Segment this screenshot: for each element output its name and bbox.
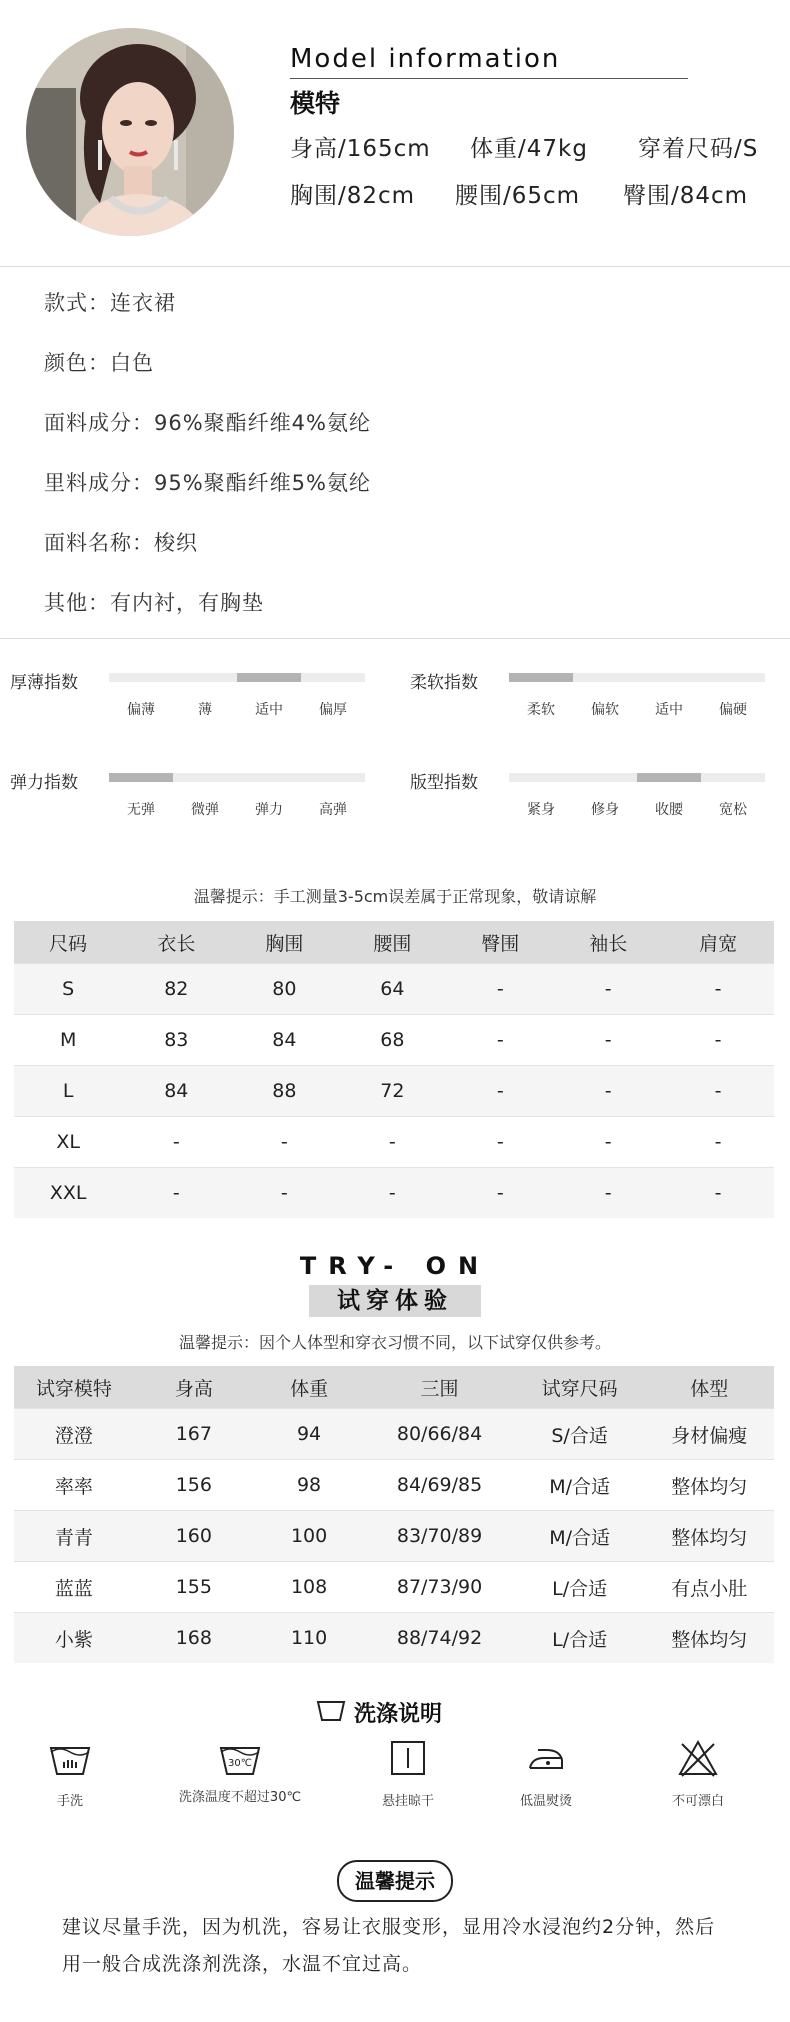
table-cell: S: [14, 964, 122, 1015]
index-tick: 偏厚: [319, 702, 347, 718]
index-track: [509, 673, 765, 682]
table-cell: 98: [254, 1460, 364, 1511]
table-row: [14, 1066, 774, 1117]
index-tick: 柔软: [527, 702, 555, 718]
table-cell: -: [446, 1015, 554, 1066]
table-header-cell: 胸围: [230, 921, 338, 964]
table-cell: S/合适: [515, 1409, 645, 1460]
index-tick: 偏薄: [127, 702, 155, 718]
section-divider: [0, 638, 790, 639]
wash-label: 低温熨烫: [519, 1794, 572, 1809]
spec-color: 颜色：白色: [44, 351, 154, 375]
model-weight: 体重/47kg: [470, 136, 588, 162]
index-marker: [637, 773, 701, 782]
table-cell: XXL: [14, 1168, 122, 1219]
table-cell: 澄澄: [14, 1409, 134, 1460]
index-marker: [509, 673, 573, 682]
model-size: 穿着尺码/S: [638, 136, 759, 162]
table-cell: 68: [338, 1015, 446, 1066]
spec-fabric-name: 面料名称：梭织: [44, 531, 198, 555]
index-tick: 弹力: [255, 802, 283, 818]
table-cell: 83: [122, 1015, 230, 1066]
table-header-cell: 试穿模特: [14, 1366, 134, 1409]
table-cell: 108: [254, 1562, 364, 1613]
table-header-cell: 体型: [644, 1366, 774, 1409]
index-tick: 修身: [591, 802, 619, 818]
table-row: [14, 1117, 774, 1168]
table-cell: -: [338, 1117, 446, 1168]
wash-item-temp: [165, 1738, 315, 1805]
table-cell: 94: [254, 1409, 364, 1460]
table-header-cell: 袖长: [554, 921, 662, 964]
table-cell: 167: [134, 1409, 254, 1460]
table-cell: 88/74/92: [364, 1613, 515, 1664]
table-cell: -: [662, 964, 774, 1015]
tryon-title-en: TRY- ON: [299, 1252, 491, 1280]
wash-temp-icon: [218, 1738, 262, 1778]
table-cell: 72: [338, 1066, 446, 1117]
table-cell: 整体均匀: [644, 1511, 774, 1562]
table-cell: -: [662, 1117, 774, 1168]
index-track: [109, 773, 365, 782]
table-header-cell: 试穿尺码: [515, 1366, 645, 1409]
index-tick: 微弹: [191, 802, 219, 818]
tryon-table: [14, 1366, 774, 1663]
table-header-cell: 体重: [254, 1366, 364, 1409]
table-cell: 整体均匀: [644, 1613, 774, 1664]
table-cell: 小紫: [14, 1613, 134, 1664]
spec-fabric: 面料成分：96%聚酯纤维4%氨纶: [44, 411, 371, 435]
index-label: 版型指数: [410, 773, 478, 793]
wash-label: 手洗: [56, 1794, 83, 1809]
table-cell: -: [446, 1117, 554, 1168]
index-tick: 薄: [198, 702, 212, 718]
table-cell: 有点小肚: [644, 1562, 774, 1613]
table-cell: -: [554, 1117, 662, 1168]
wash-temp-text: 30℃: [228, 1758, 252, 1769]
hang-dry-icon: [358, 1738, 458, 1782]
no-bleach-icon: [648, 1738, 748, 1782]
table-cell: -: [554, 964, 662, 1015]
table-row: [14, 1511, 774, 1562]
index-tick: 偏硬: [719, 702, 747, 718]
wash-label: 洗涤温度不超过30℃: [178, 1790, 302, 1805]
table-cell: L/合适: [515, 1562, 645, 1613]
table-row: [14, 1562, 774, 1613]
wash-item-iron: [496, 1738, 596, 1809]
table-cell: 80/66/84: [364, 1409, 515, 1460]
index-tick: 偏软: [591, 702, 619, 718]
index-tick: 收腰: [655, 802, 683, 818]
basin-icon: [316, 1698, 346, 1728]
table-cell: M/合适: [515, 1511, 645, 1562]
table-cell: M: [14, 1015, 122, 1066]
model-height: 身高/165cm: [290, 136, 431, 162]
index-track: [109, 673, 365, 682]
table-cell: 84/69/85: [364, 1460, 515, 1511]
table-cell: 168: [134, 1613, 254, 1664]
spec-other: 其他：有内衬，有胸垫: [44, 591, 264, 615]
table-cell: -: [122, 1117, 230, 1168]
index-tick: 宽松: [719, 802, 747, 818]
table-cell: 155: [134, 1562, 254, 1613]
table-header-cell: 衣长: [122, 921, 230, 964]
section-divider: [0, 266, 790, 267]
table-cell: 156: [134, 1460, 254, 1511]
table-cell: -: [338, 1168, 446, 1219]
wash-item-bleach: [648, 1738, 748, 1809]
table-row: [14, 1168, 774, 1219]
table-cell: 87/73/90: [364, 1562, 515, 1613]
table-header-cell: 三围: [364, 1366, 515, 1409]
model-info-title: Model information: [290, 44, 561, 74]
table-header-cell: 尺码: [14, 921, 122, 964]
model-avatar: [26, 28, 234, 236]
model-hip: 臀围/84cm: [623, 183, 749, 209]
table-cell: 84: [122, 1066, 230, 1117]
index-tick: 高弹: [319, 802, 347, 818]
index-marker: [237, 673, 301, 682]
table-cell: -: [122, 1168, 230, 1219]
table-cell: -: [230, 1117, 338, 1168]
model-bust: 胸围/82cm: [290, 183, 416, 209]
table-cell: L/合适: [515, 1613, 645, 1664]
tips-title: 温馨提示: [337, 1860, 453, 1902]
tryon-title-cn: 试穿体验: [309, 1285, 481, 1317]
table-header-cell: 身高: [134, 1366, 254, 1409]
wash-item-hang: [358, 1738, 458, 1809]
table-cell: -: [554, 1015, 662, 1066]
size-note: 温馨提示：手工测量3-5cm误差属于正常现象，敬请谅解: [193, 887, 597, 906]
table-cell: XL: [14, 1117, 122, 1168]
model-title-cn: 模特: [290, 89, 341, 118]
table-header-cell: 肩宽: [662, 921, 774, 964]
index-label: 柔软指数: [410, 673, 478, 693]
table-cell: -: [446, 1168, 554, 1219]
low-iron-icon: [496, 1738, 596, 1782]
table-cell: -: [554, 1066, 662, 1117]
hand-wash-icon: [20, 1738, 120, 1782]
table-cell: -: [446, 1066, 554, 1117]
spec-style: 款式：连衣裙: [44, 291, 176, 315]
wash-label: 不可漂白: [671, 1794, 724, 1809]
wash-item-hand: [20, 1738, 120, 1809]
index-tick: 适中: [255, 702, 283, 718]
table-row: [14, 1015, 774, 1066]
table-row: [14, 1613, 774, 1664]
table-cell: M/合适: [515, 1460, 645, 1511]
size-table: [14, 921, 774, 1218]
wash-title: 洗涤说明: [354, 1702, 443, 1727]
spec-lining: 里料成分：95%聚酯纤维5%氨纶: [44, 471, 371, 495]
table-cell: 83/70/89: [364, 1511, 515, 1562]
table-cell: 82: [122, 964, 230, 1015]
table-cell: 蓝蓝: [14, 1562, 134, 1613]
table-cell: 110: [254, 1613, 364, 1664]
table-cell: 100: [254, 1511, 364, 1562]
table-cell: -: [554, 1168, 662, 1219]
table-cell: 160: [134, 1511, 254, 1562]
index-tick: 适中: [655, 702, 683, 718]
wash-label: 悬挂晾干: [381, 1794, 434, 1809]
model-waist: 腰围/65cm: [455, 183, 581, 209]
table-cell: -: [662, 1015, 774, 1066]
model-info-underline: [290, 78, 688, 79]
table-cell: 80: [230, 964, 338, 1015]
table-cell: 身材偏瘦: [644, 1409, 774, 1460]
index-marker: [109, 773, 173, 782]
table-row: [14, 1409, 774, 1460]
table-header-cell: 臀围: [446, 921, 554, 964]
table-header-cell: 腰围: [338, 921, 446, 964]
table-cell: 84: [230, 1015, 338, 1066]
table-cell: -: [662, 1168, 774, 1219]
tryon-note: 温馨提示：因个人体型和穿衣习惯不同，以下试穿仅供参考。: [178, 1333, 611, 1352]
table-row: [14, 1460, 774, 1511]
index-tick: 无弹: [127, 802, 155, 818]
index-label: 弹力指数: [10, 773, 78, 793]
table-cell: 64: [338, 964, 446, 1015]
index-label: 厚薄指数: [10, 673, 78, 693]
table-row: [14, 964, 774, 1015]
table-cell: -: [230, 1168, 338, 1219]
tips-line-2: 用一般合成洗涤剂洗涤，水温不宜过高。: [62, 1953, 423, 1975]
index-track: [509, 773, 765, 782]
wash-header: [316, 1696, 476, 1728]
table-cell: -: [662, 1066, 774, 1117]
table-cell: 青青: [14, 1511, 134, 1562]
table-cell: -: [446, 964, 554, 1015]
tips-line-1: 建议尽量手洗，因为机洗，容易让衣服变形，显用冷水浸泡约2分钟，然后: [62, 1916, 716, 1938]
table-cell: 整体均匀: [644, 1460, 774, 1511]
index-tick: 紧身: [527, 802, 555, 818]
table-cell: 率率: [14, 1460, 134, 1511]
table-cell: 88: [230, 1066, 338, 1117]
table-cell: L: [14, 1066, 122, 1117]
